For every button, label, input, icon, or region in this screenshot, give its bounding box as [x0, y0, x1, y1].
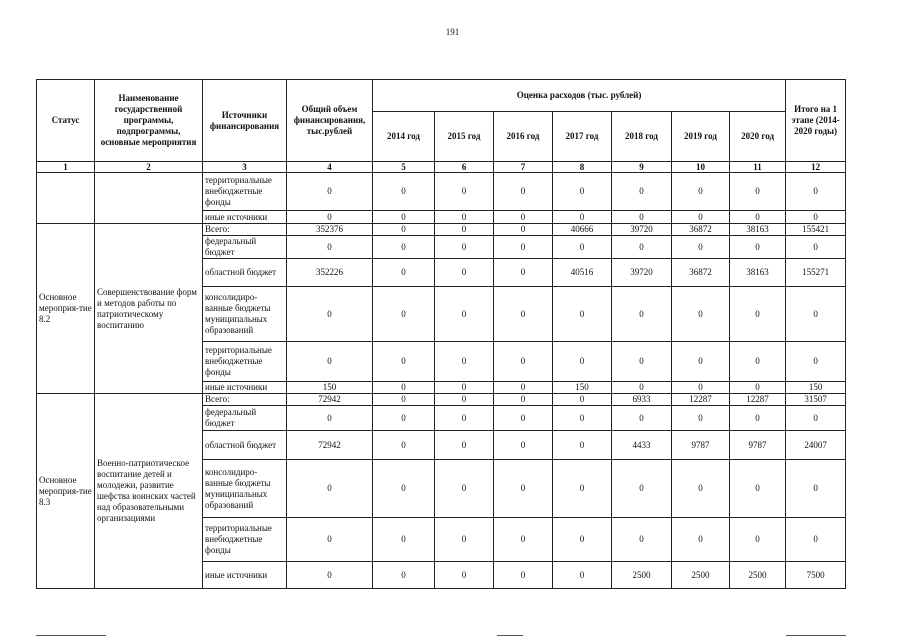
source-cell: территориальные внебюджетные фонды — [203, 518, 287, 562]
value-cell: 0 — [786, 460, 846, 518]
value-cell: 0 — [373, 406, 435, 431]
header-year: 2015 год — [435, 112, 494, 162]
value-cell: 0 — [373, 224, 435, 236]
status-cell-empty — [37, 173, 95, 224]
value-cell: 0 — [494, 562, 553, 589]
source-cell: иные источники — [203, 211, 287, 224]
value-cell: 0 — [287, 406, 373, 431]
value-cell: 0 — [435, 236, 494, 259]
value-cell: 0 — [373, 518, 435, 562]
source-cell: территориальные внебюджетные фонды — [203, 173, 287, 211]
value-cell: 0 — [373, 460, 435, 518]
value-cell: 6933 — [612, 394, 672, 406]
value-cell: 0 — [786, 287, 846, 342]
name-cell-empty — [95, 173, 203, 224]
value-cell: 24007 — [786, 431, 846, 460]
header-total-volume: Общий объем финансирования, тыс.рублей — [287, 80, 373, 162]
source-cell: областной бюджет — [203, 431, 287, 460]
value-cell: 0 — [786, 173, 846, 211]
value-cell: 0 — [553, 518, 612, 562]
budget-table — [36, 79, 846, 589]
value-cell: 0 — [786, 211, 846, 224]
column-number: 2 — [95, 162, 203, 173]
value-cell: 0 — [730, 211, 786, 224]
value-cell: 0 — [435, 394, 494, 406]
value-cell: 0 — [373, 173, 435, 211]
bottom-divider-left — [36, 635, 106, 636]
value-cell: 0 — [672, 211, 730, 224]
header-sources: Источники финансирования — [203, 80, 287, 162]
value-cell: 352376 — [287, 224, 373, 236]
value-cell: 0 — [786, 236, 846, 259]
value-cell: 0 — [553, 211, 612, 224]
header-status: Статус — [37, 80, 95, 162]
value-cell: 0 — [730, 406, 786, 431]
value-cell: 0 — [494, 287, 553, 342]
value-cell: 0 — [553, 562, 612, 589]
column-number: 4 — [287, 162, 373, 173]
value-cell: 0 — [435, 460, 494, 518]
value-cell: 0 — [494, 431, 553, 460]
column-number: 11 — [730, 162, 786, 173]
table-row — [37, 173, 846, 211]
value-cell: 0 — [435, 382, 494, 394]
value-cell: 150 — [287, 382, 373, 394]
source-cell: консолидиро-ванные бюджеты муниципальных образований — [203, 460, 287, 518]
value-cell: 0 — [373, 382, 435, 394]
value-cell: 72942 — [287, 431, 373, 460]
source-cell: консолидиро-ванные бюджеты муниципальных образований — [203, 287, 287, 342]
value-cell: 36872 — [672, 224, 730, 236]
value-cell: 0 — [494, 342, 553, 382]
value-cell: 38163 — [730, 259, 786, 287]
value-cell: 0 — [494, 394, 553, 406]
value-cell: 39720 — [612, 259, 672, 287]
header-year: 2019 год — [672, 112, 730, 162]
value-cell: 0 — [612, 342, 672, 382]
value-cell: 7500 — [786, 562, 846, 589]
value-cell: 0 — [494, 211, 553, 224]
value-cell: 0 — [730, 287, 786, 342]
value-cell: 0 — [672, 382, 730, 394]
table-row — [37, 224, 846, 236]
column-number: 10 — [672, 162, 730, 173]
value-cell: 4433 — [612, 431, 672, 460]
value-cell: 0 — [786, 342, 846, 382]
value-cell: 0 — [730, 382, 786, 394]
source-cell: иные источники — [203, 562, 287, 589]
value-cell: 0 — [553, 431, 612, 460]
bottom-divider-right — [786, 635, 846, 636]
header-name: Наименование государственной программы, подпрограммы, основные мероприятия — [95, 80, 203, 162]
value-cell: 0 — [435, 259, 494, 287]
value-cell: 0 — [435, 342, 494, 382]
value-cell: 0 — [494, 259, 553, 287]
value-cell: 0 — [612, 460, 672, 518]
value-cell: 155271 — [786, 259, 846, 287]
value-cell: 0 — [612, 518, 672, 562]
value-cell: 0 — [672, 287, 730, 342]
value-cell: 0 — [435, 173, 494, 211]
value-cell: 150 — [553, 382, 612, 394]
value-cell: 0 — [553, 342, 612, 382]
status-cell: Основное мероприя-тие 8.3 — [37, 394, 95, 589]
value-cell: 0 — [373, 287, 435, 342]
value-cell: 0 — [435, 406, 494, 431]
value-cell: 0 — [672, 518, 730, 562]
value-cell: 0 — [435, 562, 494, 589]
value-cell: 0 — [672, 173, 730, 211]
value-cell: 0 — [672, 236, 730, 259]
header-itogo: Итого на 1 этапе (2014-2020 годы) — [786, 80, 846, 162]
column-number: 8 — [553, 162, 612, 173]
value-cell: 0 — [373, 562, 435, 589]
value-cell: 0 — [730, 236, 786, 259]
header-assessment: Оценка расходов (тыс. рублей) — [373, 80, 786, 112]
value-cell: 0 — [287, 287, 373, 342]
value-cell: 38163 — [730, 224, 786, 236]
source-cell: иные источники — [203, 382, 287, 394]
header-year: 2014 год — [373, 112, 435, 162]
bottom-divider-center — [497, 635, 523, 636]
value-cell: 0 — [373, 259, 435, 287]
value-cell: 0 — [373, 394, 435, 406]
status-cell: Основное мероприя-тие 8.2 — [37, 224, 95, 394]
table-row — [37, 394, 846, 406]
value-cell: 0 — [494, 173, 553, 211]
value-cell: 0 — [287, 236, 373, 259]
value-cell: 0 — [287, 211, 373, 224]
value-cell: 0 — [435, 224, 494, 236]
value-cell: 0 — [553, 287, 612, 342]
header-year: 2020 год — [730, 112, 786, 162]
column-number-row — [37, 162, 846, 173]
value-cell: 0 — [287, 562, 373, 589]
value-cell: 0 — [435, 518, 494, 562]
source-cell: областной бюджет — [203, 259, 287, 287]
column-number: 7 — [494, 162, 553, 173]
value-cell: 0 — [672, 460, 730, 518]
value-cell: 0 — [612, 173, 672, 211]
source-cell: Всего: — [203, 394, 287, 406]
column-number: 5 — [373, 162, 435, 173]
source-cell: федеральный бюджет — [203, 406, 287, 431]
value-cell: 0 — [494, 224, 553, 236]
value-cell: 2500 — [612, 562, 672, 589]
column-number: 1 — [37, 162, 95, 173]
value-cell: 9787 — [672, 431, 730, 460]
value-cell: 0 — [612, 382, 672, 394]
page-number: 191 — [445, 27, 460, 37]
header-year: 2016 год — [494, 112, 553, 162]
value-cell: 2500 — [730, 562, 786, 589]
value-cell: 0 — [553, 406, 612, 431]
value-cell: 0 — [553, 394, 612, 406]
measure-name-cell: Военно-патриотическое воспитание детей и молодежи, развитие шефства воинских частей над образовательными организациями — [95, 394, 203, 589]
value-cell: 9787 — [730, 431, 786, 460]
value-cell: 40666 — [553, 224, 612, 236]
header-year: 2017 год — [553, 112, 612, 162]
value-cell: 0 — [730, 173, 786, 211]
value-cell: 0 — [612, 236, 672, 259]
value-cell: 0 — [786, 518, 846, 562]
value-cell: 0 — [730, 460, 786, 518]
value-cell: 0 — [612, 406, 672, 431]
value-cell: 0 — [730, 518, 786, 562]
value-cell: 0 — [612, 287, 672, 342]
column-number: 3 — [203, 162, 287, 173]
value-cell: 12287 — [672, 394, 730, 406]
value-cell: 0 — [435, 287, 494, 342]
value-cell: 0 — [287, 518, 373, 562]
column-number: 6 — [435, 162, 494, 173]
value-cell: 0 — [730, 342, 786, 382]
value-cell: 0 — [786, 406, 846, 431]
value-cell: 352226 — [287, 259, 373, 287]
source-cell: Всего: — [203, 224, 287, 236]
value-cell: 0 — [553, 173, 612, 211]
column-number: 9 — [612, 162, 672, 173]
value-cell: 0 — [435, 431, 494, 460]
source-cell: федеральный бюджет — [203, 236, 287, 259]
value-cell: 0 — [287, 460, 373, 518]
header-year: 2018 год — [612, 112, 672, 162]
value-cell: 31507 — [786, 394, 846, 406]
value-cell: 12287 — [730, 394, 786, 406]
value-cell: 155421 — [786, 224, 846, 236]
value-cell: 39720 — [612, 224, 672, 236]
value-cell: 0 — [373, 431, 435, 460]
column-number: 12 — [786, 162, 846, 173]
value-cell: 0 — [672, 342, 730, 382]
value-cell: 150 — [786, 382, 846, 394]
value-cell: 2500 — [672, 562, 730, 589]
value-cell: 0 — [435, 211, 494, 224]
value-cell: 0 — [373, 211, 435, 224]
value-cell: 0 — [672, 406, 730, 431]
value-cell: 72942 — [287, 394, 373, 406]
value-cell: 40516 — [553, 259, 612, 287]
value-cell: 0 — [553, 460, 612, 518]
value-cell: 0 — [553, 236, 612, 259]
value-cell: 0 — [494, 460, 553, 518]
value-cell: 0 — [494, 382, 553, 394]
value-cell: 0 — [287, 342, 373, 382]
value-cell: 0 — [373, 342, 435, 382]
measure-name-cell: Совершенствование форм и методов работы по патриотическому воспитанию — [95, 224, 203, 394]
value-cell: 0 — [373, 236, 435, 259]
source-cell: территориальные внебюджетные фонды — [203, 342, 287, 382]
value-cell: 0 — [612, 211, 672, 224]
value-cell: 0 — [494, 518, 553, 562]
value-cell: 36872 — [672, 259, 730, 287]
value-cell: 0 — [287, 173, 373, 211]
value-cell: 0 — [494, 236, 553, 259]
value-cell: 0 — [494, 406, 553, 431]
